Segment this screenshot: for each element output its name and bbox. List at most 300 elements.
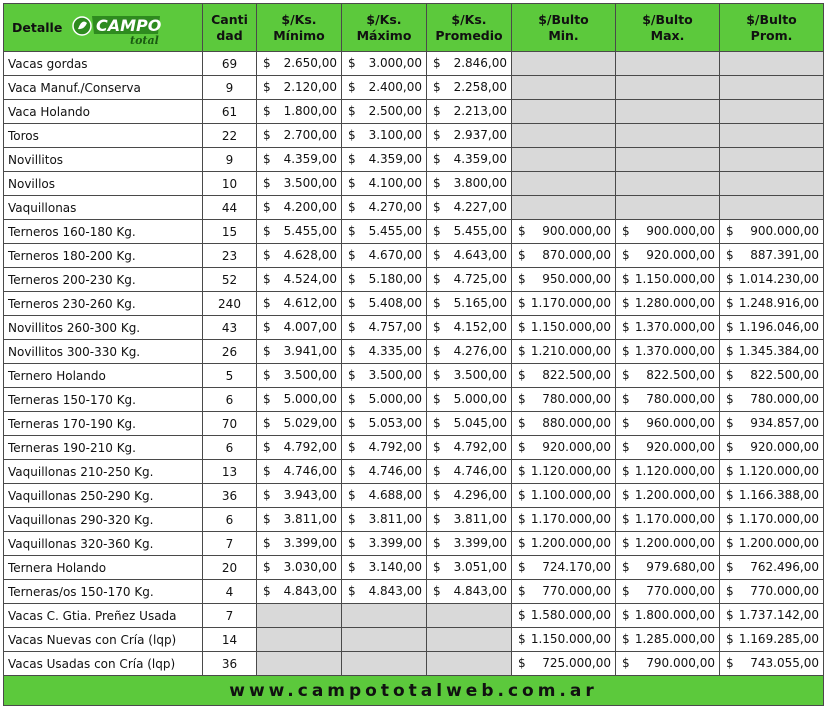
- amount-value: 5.408,00: [368, 296, 422, 310]
- row-kg-prom: [427, 292, 512, 316]
- row-bulto-min: [512, 556, 616, 580]
- currency-symbol: $: [726, 608, 734, 622]
- amount-value: 900.000,00: [542, 224, 611, 238]
- row-detalle: Vaquillonas 250-290 Kg.: [4, 484, 203, 508]
- currency-symbol: $: [433, 320, 441, 334]
- empty-cell: [616, 52, 720, 76]
- empty-cell: [512, 52, 616, 76]
- row-cantidad: 9: [203, 148, 257, 172]
- row-kg-max: [342, 220, 427, 244]
- currency-symbol: $: [263, 344, 271, 358]
- row-kg-prom: [427, 76, 512, 100]
- row-bulto-min: [512, 388, 616, 412]
- table-row: [4, 340, 824, 364]
- currency-symbol: $: [348, 152, 356, 166]
- currency-symbol: $: [726, 536, 734, 550]
- row-bulto-max: [616, 412, 720, 436]
- empty-cell: [512, 196, 616, 220]
- table-row: [4, 244, 824, 268]
- row-cantidad: 6: [203, 508, 257, 532]
- currency-symbol: $: [622, 368, 630, 382]
- row-bulto-prom: [720, 628, 824, 652]
- currency-symbol: $: [726, 488, 734, 502]
- amount-value: 3.811,00: [283, 512, 337, 526]
- row-cantidad: 10: [203, 172, 257, 196]
- currency-symbol: $: [433, 344, 441, 358]
- currency-symbol: $: [726, 272, 734, 286]
- currency-symbol: $: [348, 416, 356, 430]
- row-bulto-max: [616, 436, 720, 460]
- amount-value: 2.500,00: [368, 104, 422, 118]
- amount-value: 743.055,00: [750, 656, 819, 670]
- currency-symbol: $: [726, 464, 734, 478]
- amount-value: 920.000,00: [750, 440, 819, 454]
- currency-symbol: $: [518, 368, 526, 382]
- row-kg-min: [257, 508, 342, 532]
- amount-value: 4.670,00: [368, 248, 422, 262]
- currency-symbol: $: [518, 464, 526, 478]
- row-bulto-min: [512, 412, 616, 436]
- currency-symbol: $: [433, 488, 441, 502]
- currency-symbol: $: [518, 632, 526, 646]
- row-kg-prom: [427, 436, 512, 460]
- empty-cell: [427, 652, 512, 676]
- table-row: [4, 460, 824, 484]
- currency-symbol: $: [263, 80, 271, 94]
- row-detalle: Terneros 200-230 Kg.: [4, 268, 203, 292]
- row-kg-max: [342, 148, 427, 172]
- empty-cell: [342, 652, 427, 676]
- amount-value: 5.000,00: [368, 392, 422, 406]
- row-bulto-max: [616, 604, 720, 628]
- currency-symbol: $: [263, 560, 271, 574]
- currency-symbol: $: [263, 536, 271, 550]
- currency-symbol: $: [348, 392, 356, 406]
- table-row: [4, 220, 824, 244]
- row-bulto-prom: [720, 292, 824, 316]
- row-kg-min: [257, 124, 342, 148]
- amount-value: 1.200.000,00: [738, 536, 819, 550]
- row-cantidad: 44: [203, 196, 257, 220]
- amount-value: 4.152,00: [453, 320, 507, 334]
- empty-cell: [257, 604, 342, 628]
- empty-cell: [427, 604, 512, 628]
- row-kg-min: [257, 412, 342, 436]
- currency-symbol: $: [622, 512, 630, 526]
- row-kg-min: [257, 364, 342, 388]
- row-detalle: Vaca Manuf./Conserva: [4, 76, 203, 100]
- row-detalle: Novillitos 300-330 Kg.: [4, 340, 203, 364]
- table-row: [4, 556, 824, 580]
- table-row: [4, 100, 824, 124]
- row-detalle: Toros: [4, 124, 203, 148]
- currency-symbol: $: [622, 608, 630, 622]
- amount-value: 822.500,00: [646, 368, 715, 382]
- row-detalle: Vaquillonas 210-250 Kg.: [4, 460, 203, 484]
- row-kg-prom: [427, 100, 512, 124]
- amount-value: 4.296,00: [453, 488, 507, 502]
- row-kg-prom: [427, 508, 512, 532]
- row-bulto-prom: [720, 412, 824, 436]
- amount-value: 3.811,00: [368, 512, 422, 526]
- currency-symbol: $: [622, 248, 630, 262]
- row-bulto-prom: [720, 532, 824, 556]
- row-bulto-max: [616, 364, 720, 388]
- amount-value: 1.800.000,00: [634, 608, 715, 622]
- row-kg-prom: [427, 580, 512, 604]
- currency-symbol: $: [726, 368, 734, 382]
- row-bulto-min: [512, 316, 616, 340]
- row-bulto-min: [512, 220, 616, 244]
- amount-value: 5.045,00: [453, 416, 507, 430]
- currency-symbol: $: [518, 392, 526, 406]
- currency-symbol: $: [622, 488, 630, 502]
- row-bulto-prom: [720, 484, 824, 508]
- currency-symbol: $: [622, 272, 630, 286]
- currency-symbol: $: [263, 272, 271, 286]
- row-cantidad: 69: [203, 52, 257, 76]
- amount-value: 4.725,00: [453, 272, 507, 286]
- empty-cell: [616, 148, 720, 172]
- currency-symbol: $: [726, 560, 734, 574]
- amount-value: 5.455,00: [283, 224, 337, 238]
- amount-value: 724.170,00: [542, 560, 611, 574]
- amount-value: 3.399,00: [283, 536, 337, 550]
- amount-value: 1.580.000,00: [530, 608, 611, 622]
- currency-symbol: $: [433, 152, 441, 166]
- currency-symbol: $: [433, 560, 441, 574]
- currency-symbol: $: [263, 152, 271, 166]
- currency-symbol: $: [518, 344, 526, 358]
- row-bulto-max: [616, 580, 720, 604]
- amount-value: 1.014.230,00: [738, 272, 819, 286]
- currency-symbol: $: [726, 584, 734, 598]
- row-cantidad: 4: [203, 580, 257, 604]
- amount-value: 5.000,00: [283, 392, 337, 406]
- row-bulto-prom: [720, 220, 824, 244]
- currency-symbol: $: [726, 392, 734, 406]
- amount-value: 1.210.000,00: [530, 344, 611, 358]
- row-kg-min: [257, 52, 342, 76]
- row-kg-max: [342, 364, 427, 388]
- row-detalle: Novillos: [4, 172, 203, 196]
- row-bulto-min: [512, 652, 616, 676]
- row-detalle: Ternero Holando: [4, 364, 203, 388]
- row-kg-prom: [427, 340, 512, 364]
- row-detalle: Terneros 230-260 Kg.: [4, 292, 203, 316]
- row-kg-max: [342, 508, 427, 532]
- header-bulto-prom: $/Bulto Prom.: [720, 4, 824, 52]
- row-kg-max: [342, 580, 427, 604]
- amount-value: 2.846,00: [453, 56, 507, 70]
- row-detalle: Terneras 190-210 Kg.: [4, 436, 203, 460]
- currency-symbol: $: [433, 176, 441, 190]
- amount-value: 780.000,00: [750, 392, 819, 406]
- currency-symbol: $: [348, 560, 356, 574]
- amount-value: 3.000,00: [368, 56, 422, 70]
- currency-symbol: $: [263, 464, 271, 478]
- amount-value: 1.345.384,00: [738, 344, 819, 358]
- row-bulto-min: [512, 436, 616, 460]
- row-bulto-min: [512, 604, 616, 628]
- amount-value: 1.170.000,00: [530, 512, 611, 526]
- row-bulto-max: [616, 340, 720, 364]
- amount-value: 4.843,00: [368, 584, 422, 598]
- row-kg-max: [342, 388, 427, 412]
- amount-value: 900.000,00: [646, 224, 715, 238]
- row-bulto-min: [512, 364, 616, 388]
- row-cantidad: 70: [203, 412, 257, 436]
- row-kg-min: [257, 244, 342, 268]
- amount-value: 4.746,00: [453, 464, 507, 478]
- amount-value: 1.800,00: [283, 104, 337, 118]
- row-cantidad: 7: [203, 532, 257, 556]
- amount-value: 2.700,00: [283, 128, 337, 142]
- row-kg-max: [342, 124, 427, 148]
- table-row: [4, 172, 824, 196]
- price-table: [3, 3, 824, 706]
- table-row: [4, 268, 824, 292]
- row-bulto-max: [616, 628, 720, 652]
- row-detalle: Terneros 160-180 Kg.: [4, 220, 203, 244]
- amount-value: 3.500,00: [368, 368, 422, 382]
- currency-symbol: $: [433, 416, 441, 430]
- currency-symbol: $: [348, 536, 356, 550]
- empty-cell: [512, 76, 616, 100]
- empty-cell: [512, 100, 616, 124]
- currency-symbol: $: [348, 344, 356, 358]
- currency-symbol: $: [263, 176, 271, 190]
- currency-symbol: $: [263, 416, 271, 430]
- row-kg-min: [257, 292, 342, 316]
- currency-symbol: $: [726, 632, 734, 646]
- amount-value: 1.200.000,00: [634, 536, 715, 550]
- currency-symbol: $: [518, 512, 526, 526]
- currency-symbol: $: [433, 584, 441, 598]
- row-detalle: Terneros 180-200 Kg.: [4, 244, 203, 268]
- row-detalle: Vaca Holando: [4, 100, 203, 124]
- row-kg-prom: [427, 460, 512, 484]
- amount-value: 4.612,00: [283, 296, 337, 310]
- amount-value: 4.792,00: [368, 440, 422, 454]
- currency-symbol: $: [348, 128, 356, 142]
- website-link[interactable]: www.campototalweb.com.ar: [4, 676, 824, 706]
- currency-symbol: $: [348, 56, 356, 70]
- amount-value: 920.000,00: [646, 248, 715, 262]
- amount-value: 4.628,00: [283, 248, 337, 262]
- currency-symbol: $: [348, 440, 356, 454]
- amount-value: 4.359,00: [453, 152, 507, 166]
- amount-value: 5.455,00: [453, 224, 507, 238]
- currency-symbol: $: [726, 344, 734, 358]
- row-bulto-prom: [720, 460, 824, 484]
- amount-value: 5.029,00: [283, 416, 337, 430]
- row-kg-max: [342, 244, 427, 268]
- row-kg-prom: [427, 388, 512, 412]
- currency-symbol: $: [726, 248, 734, 262]
- row-cantidad: 23: [203, 244, 257, 268]
- currency-symbol: $: [726, 440, 734, 454]
- row-kg-max: [342, 484, 427, 508]
- currency-symbol: $: [518, 416, 526, 430]
- currency-symbol: $: [622, 656, 630, 670]
- empty-cell: [427, 628, 512, 652]
- amount-value: 4.643,00: [453, 248, 507, 262]
- row-kg-min: [257, 388, 342, 412]
- currency-symbol: $: [348, 272, 356, 286]
- currency-symbol: $: [263, 128, 271, 142]
- amount-value: 3.800,00: [453, 176, 507, 190]
- amount-value: 3.941,00: [283, 344, 337, 358]
- row-cantidad: 6: [203, 436, 257, 460]
- row-cantidad: 9: [203, 76, 257, 100]
- amount-value: 1.370.000,00: [634, 344, 715, 358]
- currency-symbol: $: [518, 296, 526, 310]
- amount-value: 1.150.000,00: [530, 320, 611, 334]
- row-kg-min: [257, 340, 342, 364]
- row-kg-max: [342, 436, 427, 460]
- amount-value: 1.370.000,00: [634, 320, 715, 334]
- currency-symbol: $: [726, 296, 734, 310]
- row-bulto-min: [512, 460, 616, 484]
- row-cantidad: 20: [203, 556, 257, 580]
- row-detalle: Vacas Usadas con Cría (lqp): [4, 652, 203, 676]
- empty-cell: [512, 124, 616, 148]
- amount-value: 4.757,00: [368, 320, 422, 334]
- row-kg-max: [342, 292, 427, 316]
- currency-symbol: $: [433, 104, 441, 118]
- table-row: [4, 364, 824, 388]
- row-bulto-max: [616, 220, 720, 244]
- currency-symbol: $: [433, 56, 441, 70]
- row-detalle: Ternera Holando: [4, 556, 203, 580]
- amount-value: 1.100.000,00: [530, 488, 611, 502]
- row-bulto-max: [616, 484, 720, 508]
- amount-value: 880.000,00: [542, 416, 611, 430]
- amount-value: 4.843,00: [283, 584, 337, 598]
- row-kg-max: [342, 340, 427, 364]
- amount-value: 822.500,00: [750, 368, 819, 382]
- row-bulto-prom: [720, 604, 824, 628]
- table-row: [4, 316, 824, 340]
- amount-value: 780.000,00: [542, 392, 611, 406]
- amount-value: 3.500,00: [283, 368, 337, 382]
- row-kg-min: [257, 268, 342, 292]
- currency-symbol: $: [348, 584, 356, 598]
- currency-symbol: $: [518, 440, 526, 454]
- amount-value: 1.200.000,00: [634, 488, 715, 502]
- row-bulto-prom: [720, 364, 824, 388]
- table-row: [4, 148, 824, 172]
- empty-cell: [720, 76, 824, 100]
- row-kg-max: [342, 556, 427, 580]
- currency-symbol: $: [433, 536, 441, 550]
- empty-cell: [616, 100, 720, 124]
- row-kg-prom: [427, 244, 512, 268]
- amount-value: 1.166.388,00: [738, 488, 819, 502]
- currency-symbol: $: [433, 200, 441, 214]
- currency-symbol: $: [726, 656, 734, 670]
- row-bulto-min: [512, 508, 616, 532]
- row-bulto-prom: [720, 508, 824, 532]
- footer-row: [4, 676, 824, 706]
- row-kg-max: [342, 100, 427, 124]
- amount-value: 979.680,00: [646, 560, 715, 574]
- amount-value: 1.280.000,00: [634, 296, 715, 310]
- amount-value: 5.053,00: [368, 416, 422, 430]
- row-cantidad: 43: [203, 316, 257, 340]
- amount-value: 1.170.000,00: [634, 512, 715, 526]
- currency-symbol: $: [263, 584, 271, 598]
- currency-symbol: $: [622, 392, 630, 406]
- row-kg-prom: [427, 52, 512, 76]
- currency-symbol: $: [348, 320, 356, 334]
- row-bulto-max: [616, 316, 720, 340]
- amount-value: 4.270,00: [368, 200, 422, 214]
- amount-value: 3.399,00: [453, 536, 507, 550]
- currency-symbol: $: [622, 632, 630, 646]
- amount-value: 790.000,00: [646, 656, 715, 670]
- amount-value: 4.746,00: [283, 464, 337, 478]
- currency-symbol: $: [622, 224, 630, 238]
- currency-symbol: $: [433, 368, 441, 382]
- currency-symbol: $: [433, 80, 441, 94]
- amount-value: 3.399,00: [368, 536, 422, 550]
- amount-value: 3.500,00: [453, 368, 507, 382]
- currency-symbol: $: [518, 248, 526, 262]
- table-row: [4, 508, 824, 532]
- currency-symbol: $: [726, 416, 734, 430]
- currency-symbol: $: [433, 464, 441, 478]
- amount-value: 4.335,00: [368, 344, 422, 358]
- row-cantidad: 52: [203, 268, 257, 292]
- table-row: [4, 292, 824, 316]
- row-kg-max: [342, 196, 427, 220]
- row-cantidad: 15: [203, 220, 257, 244]
- currency-symbol: $: [518, 560, 526, 574]
- header-bulto-max: $/Bulto Max.: [616, 4, 720, 52]
- amount-value: 5.180,00: [368, 272, 422, 286]
- row-detalle: Vaquillonas: [4, 196, 203, 220]
- row-cantidad: 26: [203, 340, 257, 364]
- row-cantidad: 36: [203, 652, 257, 676]
- row-kg-max: [342, 76, 427, 100]
- amount-value: 1.150.000,00: [634, 272, 715, 286]
- currency-symbol: $: [622, 320, 630, 334]
- amount-value: 4.100,00: [368, 176, 422, 190]
- table-row: [4, 580, 824, 604]
- amount-value: 4.200,00: [283, 200, 337, 214]
- table-row: [4, 652, 824, 676]
- table-row: [4, 484, 824, 508]
- row-bulto-min: [512, 580, 616, 604]
- empty-cell: [720, 124, 824, 148]
- row-detalle: Vaquillonas 320-360 Kg.: [4, 532, 203, 556]
- amount-value: 1.170.000,00: [738, 512, 819, 526]
- table-row: [4, 412, 824, 436]
- empty-cell: [720, 172, 824, 196]
- row-bulto-max: [616, 460, 720, 484]
- row-kg-min: [257, 172, 342, 196]
- amount-value: 3.500,00: [283, 176, 337, 190]
- currency-symbol: $: [726, 224, 734, 238]
- row-detalle: Vacas C. Gtia. Preñez Usada: [4, 604, 203, 628]
- header-bulto-min: $/Bulto Min.: [512, 4, 616, 52]
- currency-symbol: $: [622, 296, 630, 310]
- empty-cell: [257, 652, 342, 676]
- amount-value: 960.000,00: [646, 416, 715, 430]
- amount-value: 950.000,00: [542, 272, 611, 286]
